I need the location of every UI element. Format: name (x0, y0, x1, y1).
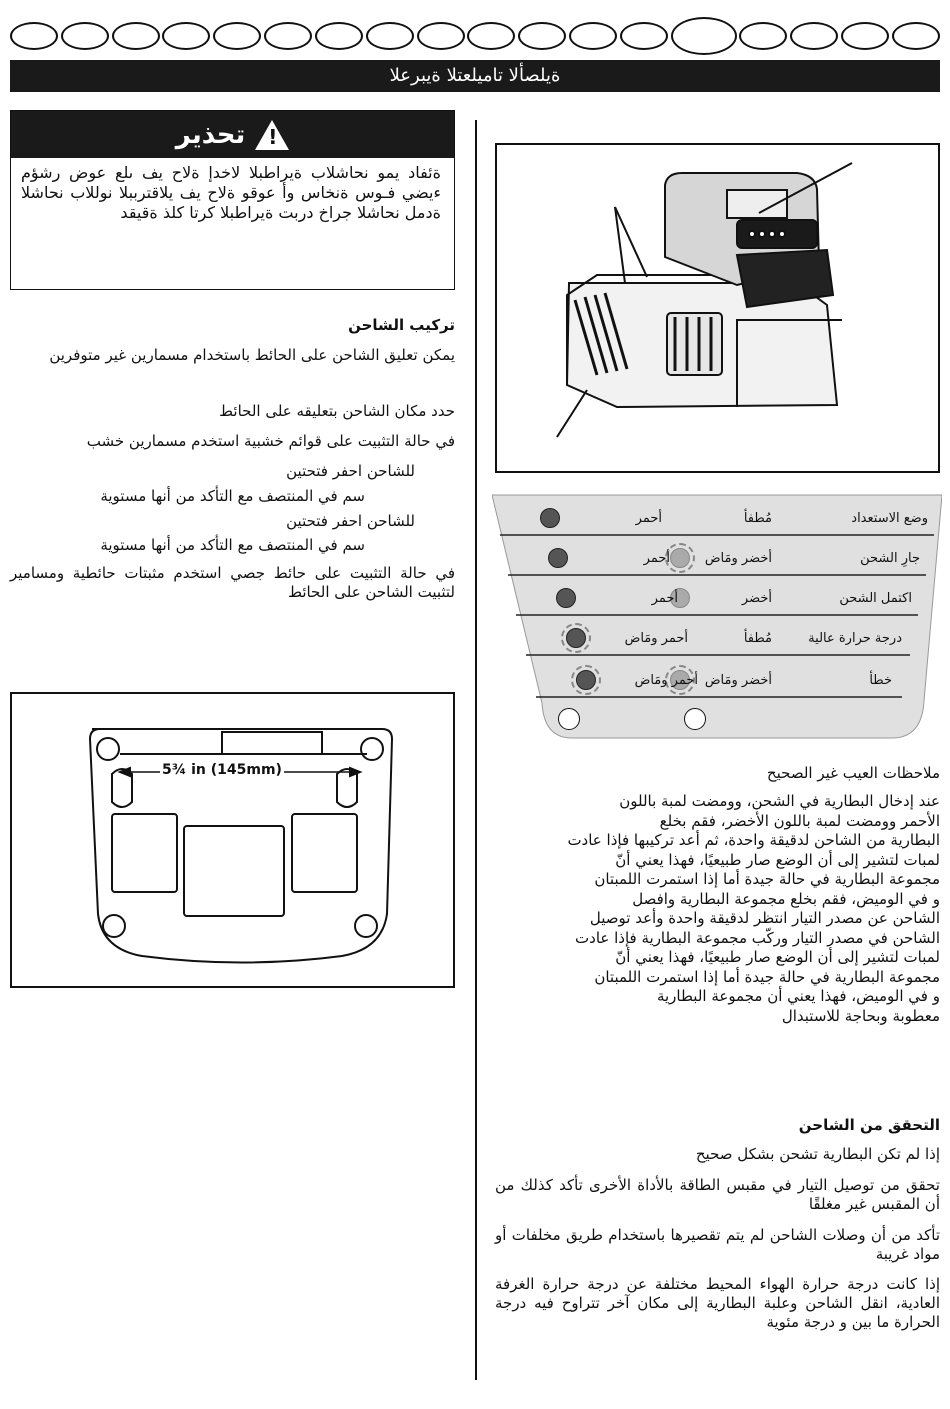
section-banner (10, 60, 940, 92)
page-number-oval (61, 22, 109, 50)
page-number-oval (518, 22, 566, 50)
faults-line: الشاحن عن مصدر التيار انتظر لدقيقة واحدة وأعد توصيل (589, 909, 940, 927)
charger-bottom-illustration (12, 694, 453, 986)
red-led-label: أحمر (643, 550, 670, 566)
column-divider (475, 120, 477, 1380)
faults-line: لمبات لتشير إلى أن الوضع صار طبيعيًا، فهذا يعني أنّ (615, 850, 940, 869)
page-number-oval (10, 22, 58, 50)
green-led-label: أخضر ومَاض (704, 672, 772, 688)
faults-line: و في الوميض، فهذا يعني أن مجموعة البطارية (656, 987, 940, 1005)
warning-box (10, 110, 455, 290)
charger-bottom-figure (10, 692, 455, 988)
mounting-para-4: للشاحن احفر فتحتين (286, 462, 415, 480)
mounting-para-8: في حالة التثبيت على حائط جصي استخدم مثبتات حائطية ومسامير لتثبيت الشاحن على الحائط (10, 564, 455, 601)
green-led-label: مُطفأ (743, 510, 772, 526)
warning-title: تحذير (175, 119, 246, 150)
green-led-indicator (684, 708, 706, 734)
faults-line: مجموعة البطارية في حالة جيدة أما إذا استمرت اللمبتان (594, 870, 940, 888)
check-intro: إذا لم تكن البطارية تشحن بشكل صحيح (695, 1145, 940, 1163)
led-table-row (492, 663, 942, 697)
red-led-label: أحمر (651, 590, 678, 606)
green-led-label: أخضر (741, 590, 772, 606)
page-number-oval (739, 22, 787, 50)
warning-triangle-icon: ! (255, 120, 289, 150)
green-led-label: مُطفأ (743, 630, 772, 646)
check-para-1: تحقق من توصيل التيار في مقبس الطاقة بالأداة الأخرى تأكد كذلك من أن المقبس غير مغلقًا (495, 1176, 940, 1213)
mounting-para-3: في حالة التثبيت على قوائم خشبية استخدم مسمارين خشب (86, 432, 455, 450)
led-status-table (492, 493, 942, 748)
red-led-indicator (558, 708, 580, 734)
red-led-icon (540, 508, 560, 528)
page-number-oval (112, 22, 160, 50)
led-table-row (492, 581, 942, 615)
mounting-para-6: للشاحن احفر فتحتين (286, 512, 415, 530)
warning-header (11, 111, 454, 158)
red-led-label: أحمر ومَاض (634, 672, 698, 688)
mounting-para-7: سم في المنتصف مع التأكد من أنها مستوية (100, 536, 365, 554)
faults-line: الأحمر وومضت لمبة باللون الأخضر، فقم بخلع (659, 811, 940, 830)
page-number-oval (366, 22, 414, 50)
faults-body (495, 792, 940, 1026)
page-number-oval (417, 22, 465, 50)
page-number-oval (467, 22, 515, 50)
check-para-3: إذا كانت درجة حرارة الهواء المحيط مختلفة عن درجة حرارة الغرفة العادية، انقل الشاحن وعلبة البطارية إلى مكان آخر تتراوح فيه درجة الحرارة ما بين و درجة مئوية (495, 1275, 940, 1331)
check-heading: التحقق من الشاحن (798, 1116, 940, 1134)
page-number-oval (790, 22, 838, 50)
warning-text: ةئفاد يمو نحاشلاب ةيراطبلا لاخدإ ةلاح يف ىلع عوض رشؤم ءيضي فـوس ةنخاس وأ عوقو ةلاح يف يلاقترببلا نوللاب نحاشلا ةدمل نحاشلا جراخ دربت ةيراطبلا كرتا كلذ ةقيقد (21, 163, 441, 222)
mounting-para-2: حدد مكان الشاحن بتعليقه على الحائط (219, 402, 455, 420)
faults-heading: ملاحظات العيب غير الصحيح (766, 764, 940, 782)
mounting-heading: تركيب الشاحن (348, 316, 455, 334)
page-number-oval (315, 22, 363, 50)
page-number-oval (213, 22, 261, 50)
led-table-row (492, 621, 942, 655)
green-led-icon (670, 548, 690, 568)
page-number-oval-current (671, 17, 737, 55)
faults-line: البطارية من الشاحن لدقيقة واحدة، ثم أعد تركيبها فإذا عادت (567, 831, 940, 849)
led-mode-label: درجة حرارة عالية (808, 630, 902, 646)
faults-line: عند إدخال البطارية في الشحن، وومضت لمبة باللون (619, 792, 940, 810)
led-mode-label: جارِ الشحن (860, 550, 920, 566)
led-table-row (492, 501, 942, 535)
faults-line: الشاحن في مصدر التيار وركّب مجموعة البطارية فإذا عادت (575, 928, 940, 947)
faults-line: لمبات لتشير إلى أن الوضع صار طبيعيًا، فهذا يعني أنّ (615, 948, 940, 966)
red-led-icon (556, 588, 576, 608)
banner-title: ةيلصألا تاميلعتلا ةيبرعلا (389, 65, 561, 86)
faults-line: معطوبة وبحاجة للاستبدال (781, 1006, 940, 1025)
mounting-para-5: سم في المنتصف مع التأكد من أنها مستوية (100, 487, 365, 505)
led-mode-label: وضع الاستعداد (851, 510, 928, 526)
faults-line: و في الوميض، فقم بخلع مجموعة البطارية وافصل (632, 889, 940, 908)
led-mode-label: اكتمل الشحن (839, 590, 912, 606)
page-number-strip (10, 16, 940, 56)
page-number-oval (162, 22, 210, 50)
led-table-row (492, 541, 942, 575)
page-number-oval (892, 22, 940, 50)
charger-figure (495, 143, 940, 473)
red-led-icon (576, 670, 596, 690)
page-number-oval (264, 22, 312, 50)
faults-line: مجموعة البطارية في حالة جيدة أما إذا استمرت اللمبتان (594, 967, 940, 986)
red-led-icon (566, 628, 586, 648)
red-led-icon (548, 548, 568, 568)
check-para-2: تأكد من أن وصلات الشاحن لم يتم تقصيرها باستخدام طريق مخلفات أو مواد غريبة (495, 1226, 940, 1263)
green-led-label: أخضر ومَاض (704, 550, 772, 566)
red-led-label: أحمر ومَاض (624, 630, 688, 646)
red-led-label: أحمر (635, 510, 662, 526)
mounting-para-1: يمكن تعليق الشاحن على الحائط باستخدام مسمارين غير متوفرين (49, 346, 455, 364)
dimension-label: 5¾ in (145mm) (162, 762, 282, 778)
page-number-oval (841, 22, 889, 50)
charger-illustration (497, 145, 938, 471)
page-number-oval (569, 22, 617, 50)
led-mode-label: خطأ (869, 672, 892, 688)
page-number-oval (620, 22, 668, 50)
